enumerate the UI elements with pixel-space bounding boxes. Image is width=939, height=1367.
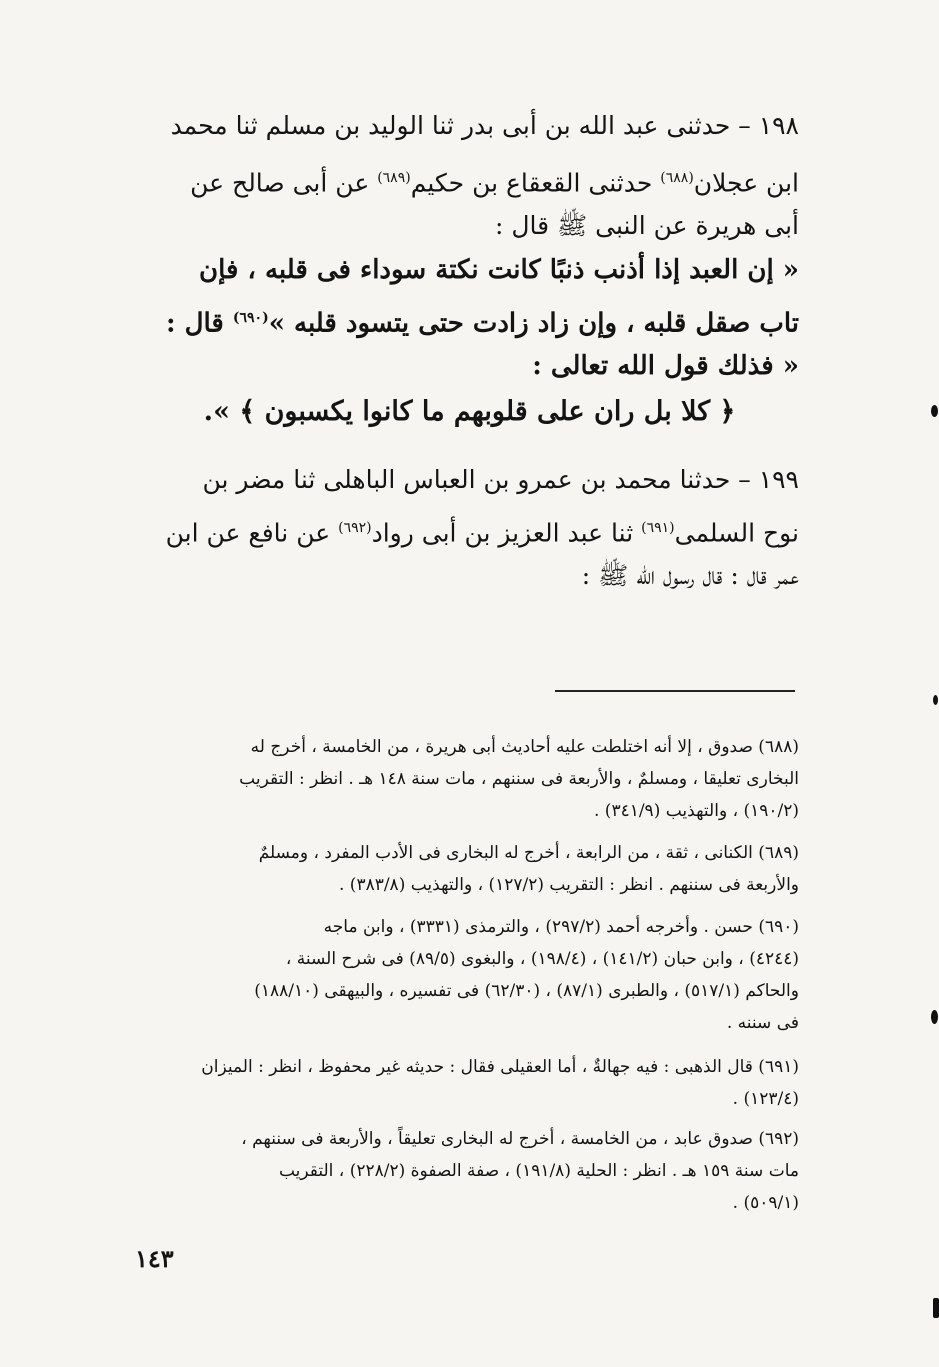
footnote-line: (٦٨٩) الكنانى ، ثقة ، من الرابعة ، أخرج له البخارى فى الأدب المفرد ، ومسلمٌ [258,843,799,863]
footnote-line: فى سننه . [726,1013,799,1033]
footnote-line: (٦٩٠) حسن . وأخرجه أحمد (٢٩٧/٢) ، والترمذى (٣٣٣١) ، وابن ماجه [323,917,799,937]
quran-verse: ﴿ كلا بل ران على قلوبهم ما كانوا يكسبون ﴾ ». [203,396,736,427]
footnote-line: والحاكم (٥١٧/١) ، والطبرى (٨٧/١) ، (٦٢/٣٠) فى تفسيره ، والبيهقى (١٨٨/١٠) [254,981,799,1001]
footnote-separator [555,690,795,692]
text-fragment: قال : [165,308,233,339]
footnote-line: (٦٨٨) صدوق ، إلا أنه اختلطت عليه أحاديث أبى هريرة ، من الخامسة ، أخرج له [250,737,799,757]
scan-speck [931,1010,938,1024]
footnote-line: (١٩٠/٢) ، والتهذيب (٣٤١/٩) . [593,801,799,821]
text-fragment: حدثنى القعقاع بن حكيم [410,168,661,198]
scan-speck [931,405,938,417]
scan-speck [933,695,938,705]
scan-speck [933,1298,939,1318]
text-fragment: عن نافع عن ابن [165,518,339,548]
page-number: ١٤٣ [135,1244,174,1273]
text-fragment: تاب صقل قلبه ، وإن زاد زادت حتى يتسود قلبه » [268,308,799,339]
hadith-198-matn-3: « فذلك قول الله تعالى : [532,351,799,381]
hadith-199-line-1: ١٩٩ – حدثنا محمد بن عمرو بن العباس الباهلى ثنا مضر بن [202,465,799,494]
footnote-line: (٥٠٩/١) . [732,1193,799,1213]
text-fragment: نوح السلمى [674,518,799,548]
hadith-199-line-3: عمر قال : قال رسول الله ﷺ : [581,561,799,590]
hadith-198-matn-1: « إن العبد إذا أذنب ذنبًا كانت نكتة سوداء فى قلبه ، فإن [199,255,799,285]
text-fragment: ثنا عبد العزيز بن أبى رواد [371,518,642,548]
hadith-198-line-1: ١٩٨ – حدثنى عبد الله بن أبى بدر ثنا الوليد بن مسلم ثنا محمد [170,111,799,140]
footnote-line: (٦٩١) قال الذهبى : فيه جهالةٌ ، أما العقيلى فقال : حديثه غير محفوظ ، انظر : الميزان [201,1057,799,1077]
text-fragment: ابن عجلان [693,168,799,198]
footnote-line: والأربعة فى سننهم . انظر : التقريب (١٢٧/٢) ، والتهذيب (٣٨٣/٨) . [338,875,799,895]
footnote-line: البخارى تعليقا ، ومسلمٌ ، والأربعة فى سننهم ، مات سنة ١٤٨ هـ . انظر : التقريب [239,769,799,789]
footnote-ref-690[interactable]: (٦٩٠) [232,310,269,326]
footnote-line: مات سنة ١٥٩ هـ . انظر : الحلية (١٩١/٨) ، صفة الصفوة (٢٢٨/٢) ، التقريب [278,1161,799,1181]
footnote-ref-688[interactable]: (٦٨٨) [660,170,694,186]
footnote-line: (٦٩٢) صدوق عابد ، من الخامسة ، أخرج له البخارى تعليقاً ، والأربعة فى سننهم ، [241,1129,799,1149]
footnote-line: (٤٢٤٤) ، وابن حبان (١٤١/٢) ، (١٩٨/٤) ، والبغوى (٨٩/٥) فى شرح السنة ، [285,949,799,969]
text-fragment: عن أبى صالح عن [190,168,378,198]
footnote-ref-691[interactable]: (٦٩١) [641,520,675,536]
footnote-ref-692[interactable]: (٦٩٢) [338,520,372,536]
hadith-198-line-3: أبى هريرة عن النبى ﷺ قال : [494,211,799,240]
footnote-line: (١٢٣/٤) . [732,1089,799,1109]
footnote-ref-689[interactable]: (٦٨٩) [377,170,411,186]
